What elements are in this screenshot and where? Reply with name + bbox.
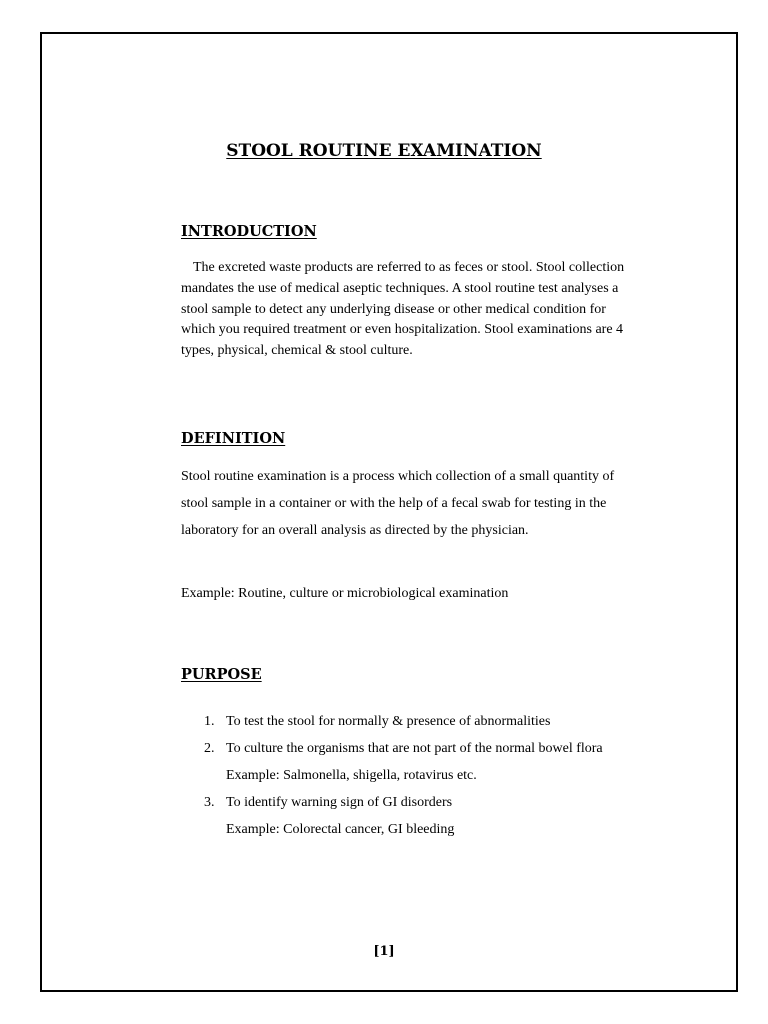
purpose-list <box>181 708 661 843</box>
definition-example: Example: Routine, culture or microbiological examination <box>181 586 509 601</box>
purpose-item-example: Example: Salmonella, shigella, rotavirus etc. <box>226 768 477 783</box>
document-title <box>0 141 768 161</box>
document-title-text: STOOL ROUTINE EXAMINATION <box>226 141 542 161</box>
purpose-item-3 <box>181 789 661 843</box>
purpose-item-1 <box>181 708 661 735</box>
purpose-item-number: 2. <box>204 741 215 756</box>
introduction-paragraph: The excreted waste products are referred to as feces or stool. Stool collection mandates the use of medical aseptic techniques. A stool routine test analyses a stool sample to detect any underlying disease or other medical condition for which you required treatment or even hospitalization. Stool examinations are 4 types, physical, chemical & stool culture. <box>181 260 625 359</box>
purpose-item-number: 3. <box>204 795 215 810</box>
purpose-item-example: Example: Colorectal cancer, GI bleeding <box>226 822 455 837</box>
introduction-heading: INTRODUCTION <box>181 223 317 240</box>
purpose-item-number: 1. <box>204 714 215 729</box>
purpose-item-text: To identify warning sign of GI disorders <box>226 795 453 810</box>
page-number: [1] <box>373 944 395 959</box>
purpose-item-2 <box>181 735 661 789</box>
purpose-item-text: To test the stool for normally & presence of abnormalities <box>226 714 551 729</box>
purpose-item-text: To culture the organisms that are not part of the normal bowel flora <box>226 741 603 756</box>
definition-paragraph: Stool routine examination is a process which collection of a small quantity of stool sample in a container or with the help of a fecal swab for testing in the laboratory for an overall analysis as directed by the physician. <box>181 469 615 539</box>
definition-heading: DEFINITION <box>181 430 286 447</box>
purpose-heading: PURPOSE <box>181 666 262 683</box>
